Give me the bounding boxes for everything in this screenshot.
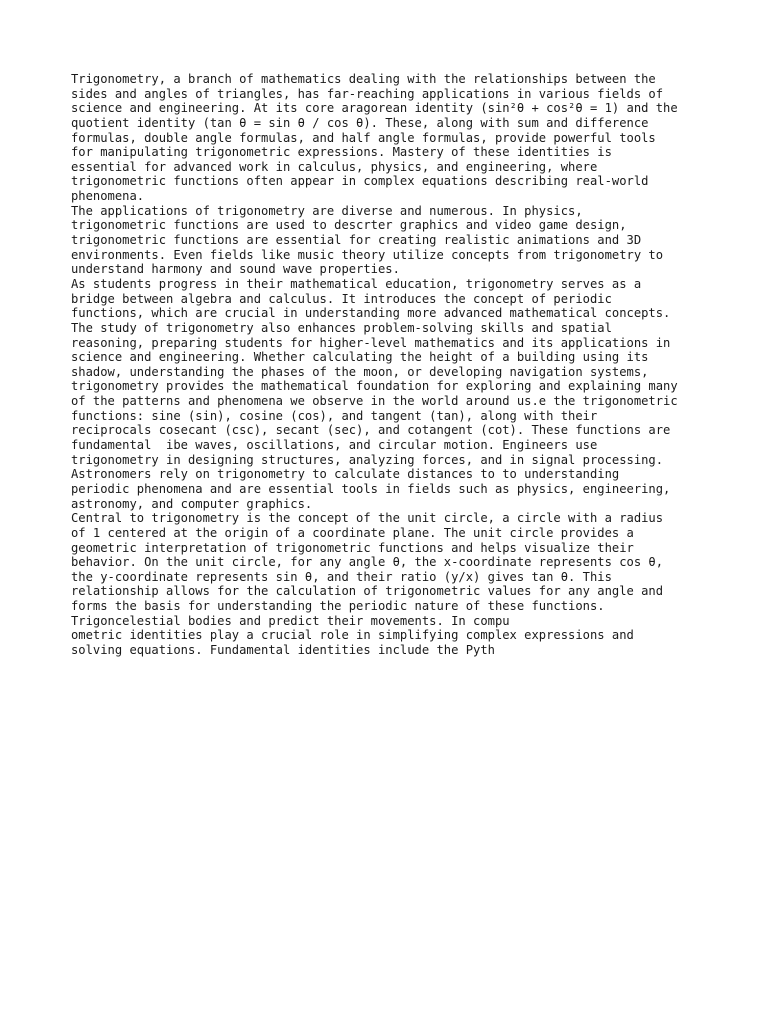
text-line: Central to trigonometry is the concept of the unit circle, a circle with a radius [71, 511, 664, 526]
text-line: formulas, double angle formulas, and half angle formulas, provide powerful tools [71, 130, 656, 145]
text-line: solving equations. Fundamental identities include the Pyth [71, 642, 495, 657]
text-line: reciprocals cosecant (csc), secant (sec), and cotangent (cot). These functions are [71, 423, 671, 438]
text-line: understand harmony and sound wave properties. [71, 262, 400, 277]
text-line: The study of trigonometry also enhances problem-solving skills and spatial [71, 320, 612, 335]
text-line: the y-coordinate represents sin θ, and their ratio (y/x) gives tan θ. This [71, 569, 612, 584]
text-line: science and engineering. Whether calculating the height of a building using its [71, 350, 649, 365]
text-line: science and engineering. At its core aragorean identity (sin²θ + cos²θ = 1) and the [71, 101, 678, 116]
text-line: geometric interpretation of trigonometric functions and helps visualize their [71, 540, 634, 555]
text-line: trigonometric functions are used to descrter graphics and video game design, [71, 218, 627, 233]
text-line: essential for advanced work in calculus, physics, and engineering, where [71, 159, 598, 174]
text-line: sides and angles of triangles, has far-reaching applications in various fields of [71, 86, 664, 101]
text-line: ometric identities play a crucial role in simplifying complex expressions and [71, 628, 634, 643]
text-line: Trigoncelestial bodies and predict their movements. In compu [71, 613, 510, 628]
text-line: of the patterns and phenomena we observe in the world around us.e the trigonometric [71, 394, 678, 409]
text-line: periodic phenomena and are essential tools in fields such as physics, engineering, [71, 481, 671, 496]
text-line: trigonometric functions are essential for creating realistic animations and 3D [71, 233, 642, 248]
text-line: trigonometry provides the mathematical foundation for exploring and explaining many [71, 379, 678, 394]
text-line: for manipulating trigonometric expressions. Mastery of these identities is [71, 145, 612, 160]
document-body [71, 72, 711, 658]
text-line: environments. Even fields like music theory utilize concepts from trigonometry to [71, 247, 664, 262]
text-line: trigonometric functions often appear in complex equations describing real-world [71, 174, 649, 189]
text-line: astronomy, and computer graphics. [71, 496, 313, 511]
text-line: forms the basis for understanding the periodic nature of these functions. [71, 599, 605, 614]
text-line: bridge between algebra and calculus. It introduces the concept of periodic [71, 291, 612, 306]
text-line: As students progress in their mathematical education, trigonometry serves as a [71, 276, 642, 291]
text-line: behavior. On the unit circle, for any angle θ, the x-coordinate represents cos θ, [71, 555, 664, 570]
text-line: reasoning, preparing students for higher-level mathematics and its applications in [71, 335, 671, 350]
text-line: of 1 centered at the origin of a coordinate plane. The unit circle provides a [71, 525, 634, 540]
text-line: Astronomers rely on trigonometry to calculate distances to to understanding [71, 467, 620, 482]
text-line: functions: sine (sin), cosine (cos), and tangent (tan), along with their [71, 408, 598, 423]
text-line: relationship allows for the calculation of trigonometric values for any angle and [71, 584, 664, 599]
text-line: Trigonometry, a branch of mathematics dealing with the relationships between the [71, 72, 656, 86]
text-line: trigonometry in designing structures, analyzing forces, and in signal processing. [71, 452, 664, 467]
text-line: phenomena. [71, 189, 145, 204]
text-line: The applications of trigonometry are diverse and numerous. In physics, [71, 203, 583, 218]
text-line: shadow, understanding the phases of the moon, or developing navigation systems, [71, 364, 649, 379]
text-line: functions, which are crucial in understanding more advanced mathematical concepts. [71, 306, 671, 321]
text-line: quotient identity (tan θ = sin θ / cos θ). These, along with sum and difference [71, 115, 649, 130]
text-line: fundamental ibe waves, oscillations, and circular motion. Engineers use [71, 438, 598, 453]
